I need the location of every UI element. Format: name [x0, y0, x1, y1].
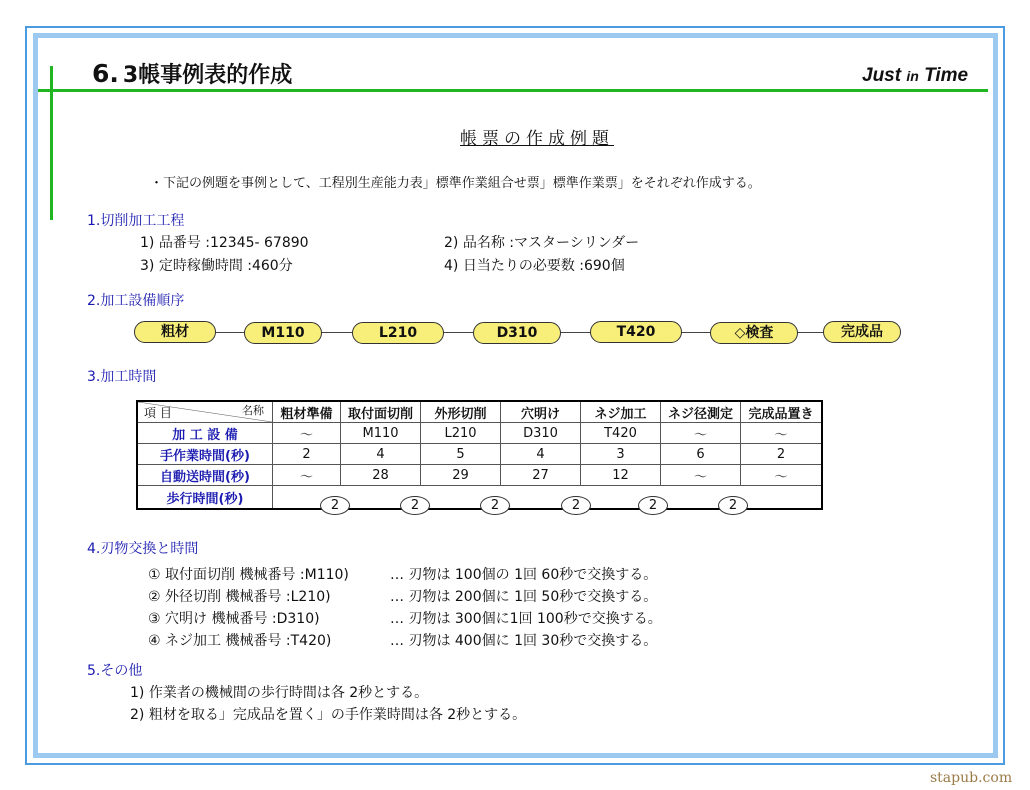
table-cell: ～	[741, 423, 823, 444]
tool-change-rule: … 刃物は 300個に1回 100秒で交換する。	[390, 611, 662, 627]
table-cell: L210	[421, 423, 501, 444]
part-number: 1) 品番号 :12345- 67890	[140, 235, 309, 251]
table-cell: M110	[341, 423, 421, 444]
table-cell: 4	[501, 444, 581, 465]
table-cell: 2	[273, 444, 341, 465]
tool-change-machine: ① 取付面切削 機械番号 :M110)	[148, 567, 349, 583]
walk-time-value: 2	[718, 496, 748, 515]
flow-step: L210	[352, 322, 444, 344]
tool-change-rule: … 刃物は 200個に 1回 50秒で交換する。	[390, 589, 658, 605]
table-cell: T420	[581, 423, 661, 444]
tool-change-rule: … 刃物は 400個に 1回 30秒で交換する。	[390, 633, 658, 649]
jit-in: in	[906, 68, 919, 84]
row-label: 加 工 設 備	[137, 423, 273, 444]
slide-title	[92, 58, 292, 89]
intro-text: ・下記の例題を事例として、工程別生産能力表」標準作業組合せ票」標準作業票」をそれぞれ作成する。	[150, 176, 761, 191]
flow-step: M110	[244, 322, 322, 344]
column-header: 完成品置き	[741, 401, 823, 423]
column-header: ネジ径測定	[661, 401, 741, 423]
table-cell: 4	[341, 444, 421, 465]
table-corner-cell	[137, 401, 273, 423]
column-header: 粗材準備	[273, 401, 341, 423]
accent-horizontal-line	[38, 89, 988, 92]
table-row	[137, 423, 822, 444]
note-line: 2) 粗材を取る」完成品を置く」の手作業時間は各 2秒とする。	[130, 707, 527, 723]
jit-time: Time	[924, 65, 969, 86]
corner-item-label: 項 目	[144, 406, 172, 420]
daily-quantity: 4) 日当たりの必要数 :690個	[444, 258, 625, 274]
table-cell: 5	[421, 444, 501, 465]
table-cell: 29	[421, 465, 501, 486]
table-cell: ～	[273, 423, 341, 444]
flow-step: 粗材	[134, 321, 216, 343]
table-row	[137, 465, 822, 486]
flow-step: T420	[590, 321, 682, 343]
walk-time-value: 2	[638, 496, 668, 515]
table-cell: 2	[741, 444, 823, 465]
working-hours: 3) 定時稼働時間 :460分	[140, 258, 293, 274]
table-cell: 6	[661, 444, 741, 465]
table-cell: 28	[341, 465, 421, 486]
column-header: 取付面切削	[341, 401, 421, 423]
table-cell: 27	[501, 465, 581, 486]
walk-time-value: 2	[561, 496, 591, 515]
flow-step: D310	[473, 322, 561, 344]
table-cell: ～	[273, 465, 341, 486]
table-cell: ～	[741, 465, 823, 486]
table-cell: ～	[661, 423, 741, 444]
jit-just: Just	[862, 65, 902, 86]
processing-time-table	[136, 400, 823, 510]
tool-change-machine: ③ 穴明け 機械番号 :D310)	[148, 611, 320, 627]
tool-change-machine: ④ ネジ加工 機械番号 :T420)	[148, 633, 332, 649]
just-in-time-label	[862, 65, 968, 87]
table-header-row	[137, 401, 822, 423]
table-cell: ～	[661, 465, 741, 486]
watermark: stapub.com	[930, 770, 1013, 786]
row-label: 自動送時間(秒)	[137, 465, 273, 486]
document-title: 帳票の作成例題	[460, 129, 614, 149]
table-cell: 3	[581, 444, 661, 465]
section-1-heading: 1.切削加工工程	[87, 213, 185, 229]
walk-time-value: 2	[400, 496, 430, 515]
corner-name-label: 名称	[242, 404, 264, 417]
note-line: 1) 作業者の機械間の歩行時間は各 2秒とする。	[130, 685, 429, 701]
section-5-heading: 5.その他	[87, 663, 143, 679]
column-header: 外形切削	[421, 401, 501, 423]
walk-time-value: 2	[320, 496, 350, 515]
table-row	[137, 444, 822, 465]
row-label: 手作業時間(秒)	[137, 444, 273, 465]
part-name: 2) 品名称 :マスターシリンダー	[444, 235, 640, 251]
flow-step: 完成品	[823, 321, 901, 343]
slide-title-text: 3帳事例表的作成	[122, 63, 293, 88]
section-2-heading: 2.加工設備順序	[87, 293, 185, 309]
column-header: 穴明け	[501, 401, 581, 423]
section-3-heading: 3.加工時間	[87, 369, 157, 385]
row-label: 歩行時間(秒)	[137, 486, 273, 510]
column-header: ネジ加工	[581, 401, 661, 423]
table-cell: 12	[581, 465, 661, 486]
walk-time-value: 2	[480, 496, 510, 515]
section-4-heading: 4.刃物交換と時間	[87, 541, 199, 557]
slide-title-number: 6.	[92, 59, 119, 88]
tool-change-machine: ② 外径切削 機械番号 :L210)	[148, 589, 331, 605]
table-cell: D310	[501, 423, 581, 444]
tool-change-rule: … 刃物は 100個の 1回 60秒で交換する。	[390, 567, 658, 583]
flow-step: ◇検査	[710, 322, 798, 344]
